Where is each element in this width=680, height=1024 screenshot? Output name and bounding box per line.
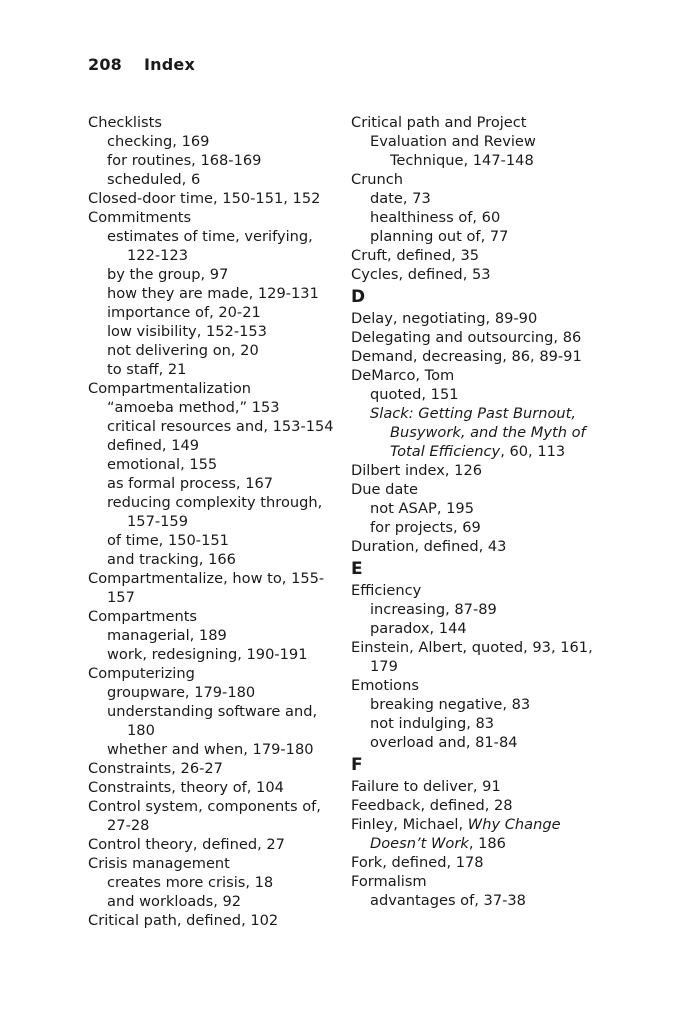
index-entry: Crunch	[351, 171, 403, 188]
section-letter-f: F	[351, 755, 363, 775]
index-continuation: Technique, 147-148	[390, 152, 534, 169]
index-continuation: 122-123	[127, 247, 188, 264]
book-title: Total Efficiency	[390, 443, 501, 460]
index-entry: Delay, negotiating, 89-90	[351, 310, 538, 327]
page-refs: , 60, 113	[500, 443, 566, 460]
index-entry: Control theory, defined, 27	[88, 836, 285, 853]
index-entry: Feedback, defined, 28	[351, 797, 513, 814]
index-subentry: checking, 169	[107, 133, 210, 150]
index-entry: Crisis management	[88, 855, 230, 872]
index-entry: Fork, defined, 178	[351, 854, 484, 871]
index-subentry: not indulging, 83	[370, 715, 495, 732]
index-subentry: and workloads, 92	[107, 893, 242, 910]
index-subentry: date, 73	[370, 190, 431, 207]
index-entry: DeMarco, Tom	[351, 367, 455, 384]
index-subentry: not delivering on, 20	[107, 342, 259, 359]
section-letter-e: E	[351, 559, 363, 579]
index-entry: Dilbert index, 126	[351, 462, 483, 479]
index-subentry: whether and when, 179-180	[107, 741, 314, 758]
index-subentry: paradox, 144	[370, 620, 467, 637]
index-subentry: creates more crisis, 18	[107, 874, 274, 891]
index-subentry: for projects, 69	[370, 519, 481, 536]
index-subentry: estimates of time, verifying,	[107, 228, 313, 245]
index-subentry: and tracking, 166	[107, 551, 236, 568]
index-entry: Constraints, 26-27	[88, 760, 223, 777]
index-column-right	[351, 113, 611, 910]
index-entry: Critical path and Project	[351, 114, 527, 131]
index-subentry: defined, 149	[107, 437, 200, 454]
index-entry: Formalism	[351, 873, 427, 890]
section-title: Index	[144, 55, 195, 74]
index-continuation: 157	[107, 589, 135, 606]
index-entry: Checklists	[88, 114, 162, 131]
running-head	[88, 55, 195, 74]
index-subentry: overload and, 81-84	[370, 734, 518, 751]
index-subentry: critical resources and, 153-154	[107, 418, 334, 435]
index-continuation: 157-159	[127, 513, 188, 530]
index-subentry: managerial, 189	[107, 627, 227, 644]
index-continuation	[351, 423, 611, 442]
index-subentry: increasing, 87-89	[370, 601, 497, 618]
page-number: 208	[88, 55, 122, 74]
index-subentry: to staff, 21	[107, 361, 187, 378]
index-entry: Compartments	[88, 608, 198, 625]
index-continuation: Evaluation and Review	[370, 133, 536, 150]
index-entry: Einstein, Albert, quoted, 93, 161,	[351, 639, 593, 656]
index-subentry: “amoeba method,” 153	[107, 399, 280, 416]
section-letter-d: D	[351, 287, 366, 307]
index-subentry: how they are made, 129-131	[107, 285, 319, 302]
index-entry: Demand, decreasing, 86, 89-91	[351, 348, 582, 365]
index-entry: Compartmentalization	[88, 380, 252, 397]
index-entry: Computerizing	[88, 665, 195, 682]
index-subentry: importance of, 20-21	[107, 304, 261, 321]
index-subentry: healthiness of, 60	[370, 209, 501, 226]
index-continuation: 180	[127, 722, 155, 739]
index-column-left	[88, 113, 340, 930]
index-subentry: by the group, 97	[107, 266, 229, 283]
book-title: Doesn’t Work	[370, 835, 469, 852]
index-entry	[351, 815, 611, 834]
index-subentry: understanding software and,	[107, 703, 318, 720]
index-subentry: as formal process, 167	[107, 475, 274, 492]
index-subentry: quoted, 151	[370, 386, 459, 403]
index-entry: Closed-door time, 150-151, 152	[88, 190, 321, 207]
index-subentry: low visibility, 152-153	[107, 323, 267, 340]
index-subentry: not ASAP, 195	[370, 500, 474, 517]
index-subentry: groupware, 179-180	[107, 684, 256, 701]
index-entry: Emotions	[351, 677, 419, 694]
index-entry: Control system, components of,	[88, 798, 321, 815]
index-continuation: 27-28	[107, 817, 150, 834]
index-entry: Efficiency	[351, 582, 422, 599]
book-title: Slack: Getting Past Burnout,	[370, 405, 576, 422]
index-subentry: of time, 150-151	[107, 532, 229, 549]
index-entry: Critical path, defined, 102	[88, 912, 279, 929]
index-continuation	[351, 442, 611, 461]
index-subentry: scheduled, 6	[107, 171, 201, 188]
index-entry: Commitments	[88, 209, 192, 226]
index-subentry: advantages of, 37-38	[370, 892, 526, 909]
index-continuation	[351, 834, 611, 853]
index-entry: Cycles, defined, 53	[351, 266, 491, 283]
index-subentry: work, redesigning, 190-191	[107, 646, 308, 663]
index-continuation: 179	[370, 658, 398, 675]
index-subentry: planning out of, 77	[370, 228, 509, 245]
entry-text: Finley, Michael,	[351, 816, 468, 833]
index-subentry: for routines, 168-169	[107, 152, 262, 169]
index-subentry	[351, 404, 611, 423]
index-entry: Cruft, defined, 35	[351, 247, 480, 264]
index-entry: Due date	[351, 481, 419, 498]
index-entry: Constraints, theory of, 104	[88, 779, 284, 796]
book-title: Why Change	[467, 816, 561, 833]
book-title: Busywork, and the Myth of	[390, 424, 586, 441]
index-entry: Duration, defined, 43	[351, 538, 507, 555]
index-entry: Compartmentalize, how to, 155-	[88, 570, 325, 587]
index-subentry: breaking negative, 83	[370, 696, 531, 713]
page-refs: , 186	[468, 835, 506, 852]
index-entry: Delegating and outsourcing, 86	[351, 329, 582, 346]
index-subentry: emotional, 155	[107, 456, 218, 473]
index-entry: Failure to deliver, 91	[351, 778, 501, 795]
index-subentry: reducing complexity through,	[107, 494, 323, 511]
